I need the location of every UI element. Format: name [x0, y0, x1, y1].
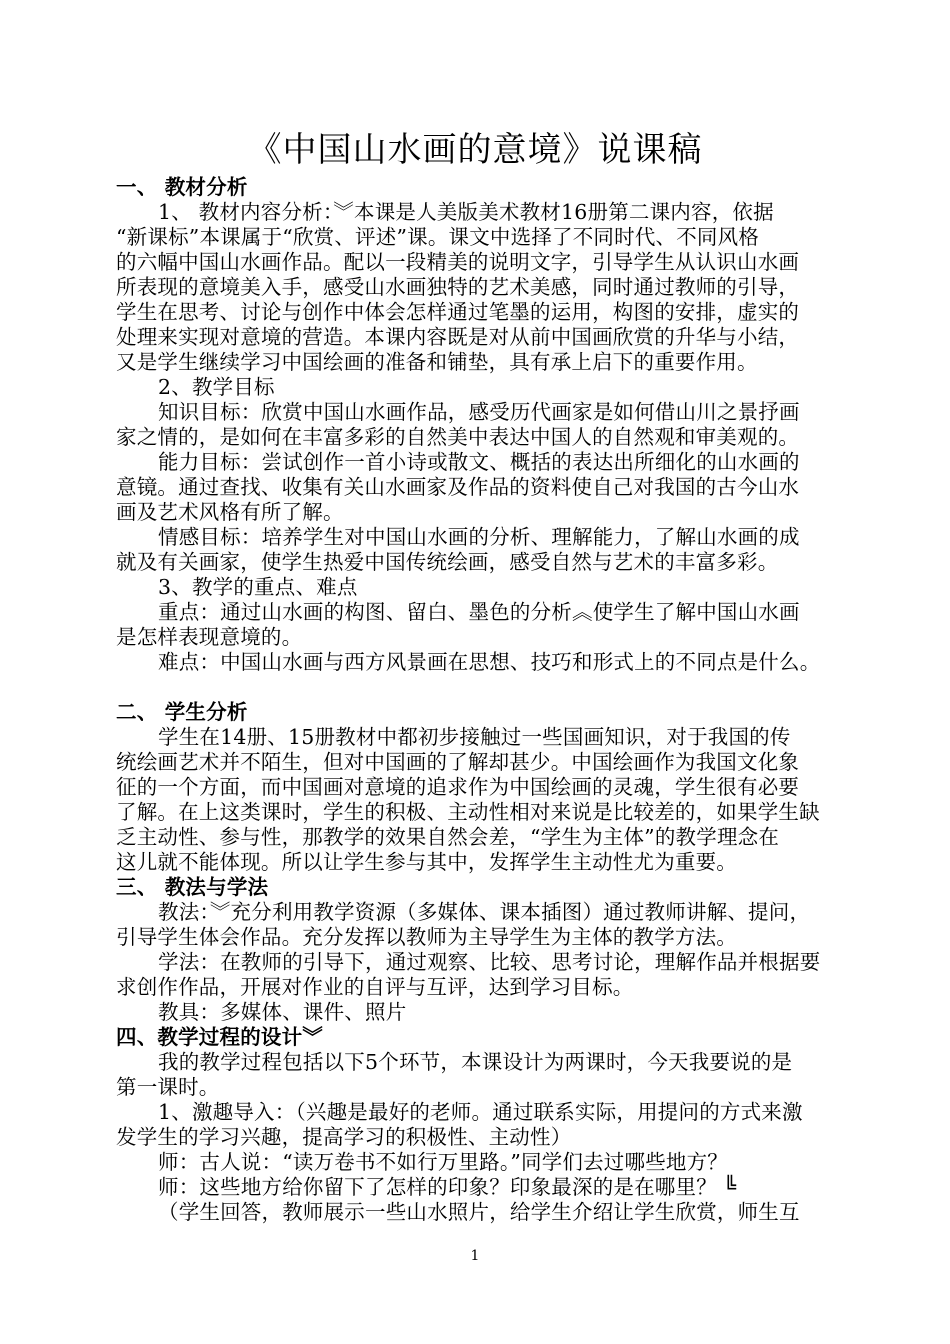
- section-heading-3: 三、 教法与学法: [116, 875, 269, 899]
- paragraph-line: 求创作作品，开展对作业的自评与互评，达到学习目标。: [116, 975, 634, 999]
- section-heading-2: 二、 学生分析: [116, 700, 248, 724]
- paragraph-line: 发学生的学习兴趣，提高学习的积极性、主动性）: [116, 1125, 572, 1149]
- document-title: 《中国山水画的意境》说课稿: [247, 130, 703, 170]
- paragraph-line: 所表现的意境美入手，感受山水画独特的艺术美感，同时通过教师的引导，: [116, 275, 800, 299]
- paragraph-line: 1、 教材内容分析：︾本课是人美版美术教材16册第二课内容，依据: [158, 200, 774, 224]
- paragraph-line: 乏主动性、参与性，那教学的效果自然会差，“学生为主体”的教学理念在: [116, 825, 780, 849]
- paragraph-line: 学生在14册、15册教材中都初步接触过一些国画知识，对于我国的传: [158, 725, 791, 749]
- page-number: 1: [470, 1248, 480, 1264]
- paragraph-line: 我的教学过程包括以下5个环节，本课设计为两课时，今天我要说的是: [158, 1050, 793, 1074]
- section-heading-4: 四、教学过程的设计︾: [116, 1025, 323, 1049]
- paragraph-line: 能力目标：尝试创作一首小诗或散文、概括的表达出所细化的山水画的: [158, 450, 800, 474]
- paragraph-line: “新课标”本课属于“欣赏、评述”课。课文中选择了不同时代、不同风格: [116, 225, 760, 249]
- paragraph-line: 的六幅中国山水画作品。配以一段精美的说明文字，引导学生从认识山水画: [116, 250, 800, 274]
- paragraph-line: 家之情的，是如何在丰富多彩的自然美中表达中国人的自然观和审美观的。: [116, 425, 800, 449]
- paragraph-line: 征的一个方面，而中国画对意境的追求作为中国绘画的灵魂，学生很有必要: [116, 775, 800, 799]
- paragraph-line: 意镜。通过查找、收集有关山水画家及作品的资料使自己对我国的古今山水: [116, 475, 800, 499]
- subheading-line: 2、教学目标: [158, 375, 275, 399]
- paragraph-line: （学生回答，教师展示一些山水照片，给学生介绍让学生欣赏，师生互: [158, 1200, 800, 1224]
- paragraph-line: 第一课时。: [116, 1075, 220, 1099]
- paragraph-line: 是怎样表现意境的。: [116, 625, 303, 649]
- paragraph-line: 知识目标：欣赏中国山水画作品，感受历代画家是如何借山川之景抒画: [158, 400, 800, 424]
- paragraph-line: 画及艺术风格有所了解。: [116, 500, 344, 524]
- paragraph-line: 教具：多媒体、课件、照片: [158, 1000, 407, 1024]
- paragraph-line: 教法：︾充分利用教学资源（多媒体、课本插图）通过教师讲解、提问，: [158, 900, 811, 924]
- paragraph-line: 了解。在上这类课时，学生的积极、主动性相对来说是比较差的，如果学生缺: [116, 800, 820, 824]
- paragraph-line: 统绘画艺术并不陌生，但对中国画的了解却甚少。中国绘画作为我国文化象: [116, 750, 800, 774]
- paragraph-line: 就及有关画家，使学生热爱中国传统绘画，感受自然与艺术的丰富多彩。: [116, 550, 779, 574]
- paragraph-line: 处理来实现对意境的营造。本课内容既是对从前中国画欣赏的升华与小结，: [116, 325, 800, 349]
- paragraph-line: 学法：在教师的引导下，通过观察、比较、思考讨论，理解作品并根据要: [158, 950, 821, 974]
- paragraph-line: 师：这些地方给你留下了怎样的印象？印象最深的是在哪里？ ╚: [158, 1175, 737, 1199]
- subheading-line: 3、教学的重点、难点: [158, 575, 358, 599]
- paragraph-line: 引导学生体会作品。充分发挥以教师为主导学生为主体的教学方法。: [116, 925, 737, 949]
- paragraph-line: 重点：通过山水画的构图、留白、墨色的分析︽使学生了解中国山水画: [158, 600, 800, 624]
- paragraph-line: 情感目标：培养学生对中国山水画的分析、理解能力，了解山水画的成: [158, 525, 800, 549]
- section-heading-1: 一、 教材分析: [116, 175, 248, 199]
- paragraph-line: 师：古人说：“读万卷书不如行万里路。”同学们去过哪些地方？: [158, 1150, 729, 1174]
- paragraph-line: 学生在思考、讨论与创作中体会怎样通过笔墨的运用，构图的安排，虚实的: [116, 300, 800, 324]
- paragraph-line: 难点：中国山水画与西方风景画在思想、技巧和形式上的不同点是什么。: [158, 650, 821, 674]
- paragraph-line: 这儿就不能体现。所以让学生参与其中，发挥学生主动性尤为重要。: [116, 850, 737, 874]
- paragraph-line: 又是学生继续学习中国绘画的准备和铺垫，具有承上启下的重要作用。: [116, 350, 758, 374]
- paragraph-line: 1、激趣导入：（兴趣是最好的老师。通过联系实际，用提问的方式来激: [158, 1100, 803, 1124]
